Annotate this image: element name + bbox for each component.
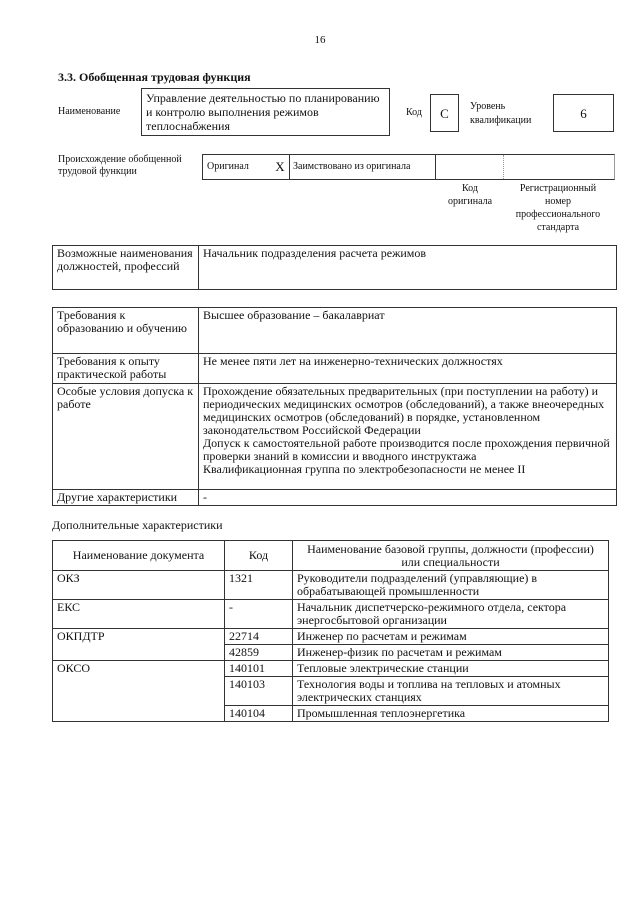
possible-titles-value: Начальник подразделения расчета режимов: [199, 246, 617, 290]
code-cell: 140101: [225, 661, 293, 677]
original-label: Оригинал: [207, 161, 249, 172]
possible-titles-table: [52, 245, 617, 290]
code-cell: 1321: [225, 571, 293, 600]
requirement-value: -: [199, 490, 617, 506]
function-code: C: [430, 94, 459, 132]
name-cell: Тепловые электрические станции: [293, 661, 609, 677]
doc-cell: [53, 677, 225, 706]
doc-cell: ОКЗ: [53, 571, 225, 600]
original-mark: X: [275, 159, 285, 174]
code-label: Код: [406, 107, 422, 118]
doc-cell: ЕКС: [53, 600, 225, 629]
name-cell: Технология воды и топлива на тепловых и атомных электрических станциях: [293, 677, 609, 706]
code-cell: 22714: [225, 629, 293, 645]
name-cell: Инженер-физик по расчетам и режимам: [293, 645, 609, 661]
header-name: Наименование базовой группы, должности (профессии) или специальности: [293, 541, 609, 571]
qualification-level: 6: [553, 94, 614, 132]
divider: [435, 155, 436, 179]
code-cell: 140103: [225, 677, 293, 706]
requirements-table: [52, 307, 617, 506]
requirement-label: Требования к опыту практической работы: [53, 354, 199, 384]
requirement-line: Прохождение обязательных предварительных (при поступлении на работу) и периодических медицинских осмотров (обследований), а также внеочередных медицинских осмотров (обследований) в порядке, установленном законодательством Российской Федерации: [203, 384, 605, 437]
code-original-caption: Код оригинала: [447, 183, 493, 207]
code-cell: 140104: [225, 706, 293, 722]
requirement-label: Требования к образованию и обучению: [53, 308, 199, 354]
reg-number-caption: Регистрационный номер профессионального стандарта: [515, 183, 601, 233]
requirement-line: Квалификационная группа по электробезопасности не менее II: [203, 462, 526, 476]
origin-label: Происхождение обобщенной трудовой функции: [58, 154, 182, 177]
name-cell: Инженер по расчетам и режимам: [293, 629, 609, 645]
borrowed-label: Заимствовано из оригинала: [293, 161, 411, 172]
possible-titles-label: Возможные наименования должностей, профессий: [53, 246, 199, 290]
header-doc: Наименование документа: [53, 541, 225, 571]
code-cell: -: [225, 600, 293, 629]
doc-cell: ОКСО: [53, 661, 225, 677]
requirement-value: Не менее пяти лет на инженерно-технических должностях: [199, 354, 617, 384]
origin-row: [202, 154, 615, 180]
name-cell: Промышленная теплоэнергетика: [293, 706, 609, 722]
name-cell: Руководители подразделений (управляющие) в обрабатывающей промышленности: [293, 571, 609, 600]
doc-cell: [53, 645, 225, 661]
name-cell: Начальник диспетчерско-режимного отдела, сектора энергосбытовой организации: [293, 600, 609, 629]
requirement-label: Особые условия допуска к работе: [53, 384, 199, 490]
doc-cell: ОКПДТР: [53, 629, 225, 645]
requirement-value: [199, 384, 617, 490]
name-label: Наименование: [58, 106, 121, 117]
requirement-line: Допуск к самостоятельной работе производится после прохождения первичной проверки знаний в комиссии и вводного инструктажа: [203, 436, 610, 463]
requirement-label: Другие характеристики: [53, 490, 199, 506]
divider: [289, 155, 290, 179]
requirement-value: Высшее образование – бакалавриат: [199, 308, 617, 354]
page-number: 16: [314, 34, 326, 46]
code-cell: 42859: [225, 645, 293, 661]
additional-table: [52, 540, 609, 722]
additional-title: Дополнительные характеристики: [52, 518, 223, 532]
header-code: Код: [225, 541, 293, 571]
doc-cell: [53, 706, 225, 722]
function-name: Управление деятельностью по планированию и контролю выполнения режимов теплоснабжения: [141, 88, 390, 136]
section-title: 3.3. Обобщенная трудовая функция: [58, 70, 251, 84]
level-label: Уровень квалификации: [470, 101, 532, 126]
divider: [503, 155, 504, 179]
